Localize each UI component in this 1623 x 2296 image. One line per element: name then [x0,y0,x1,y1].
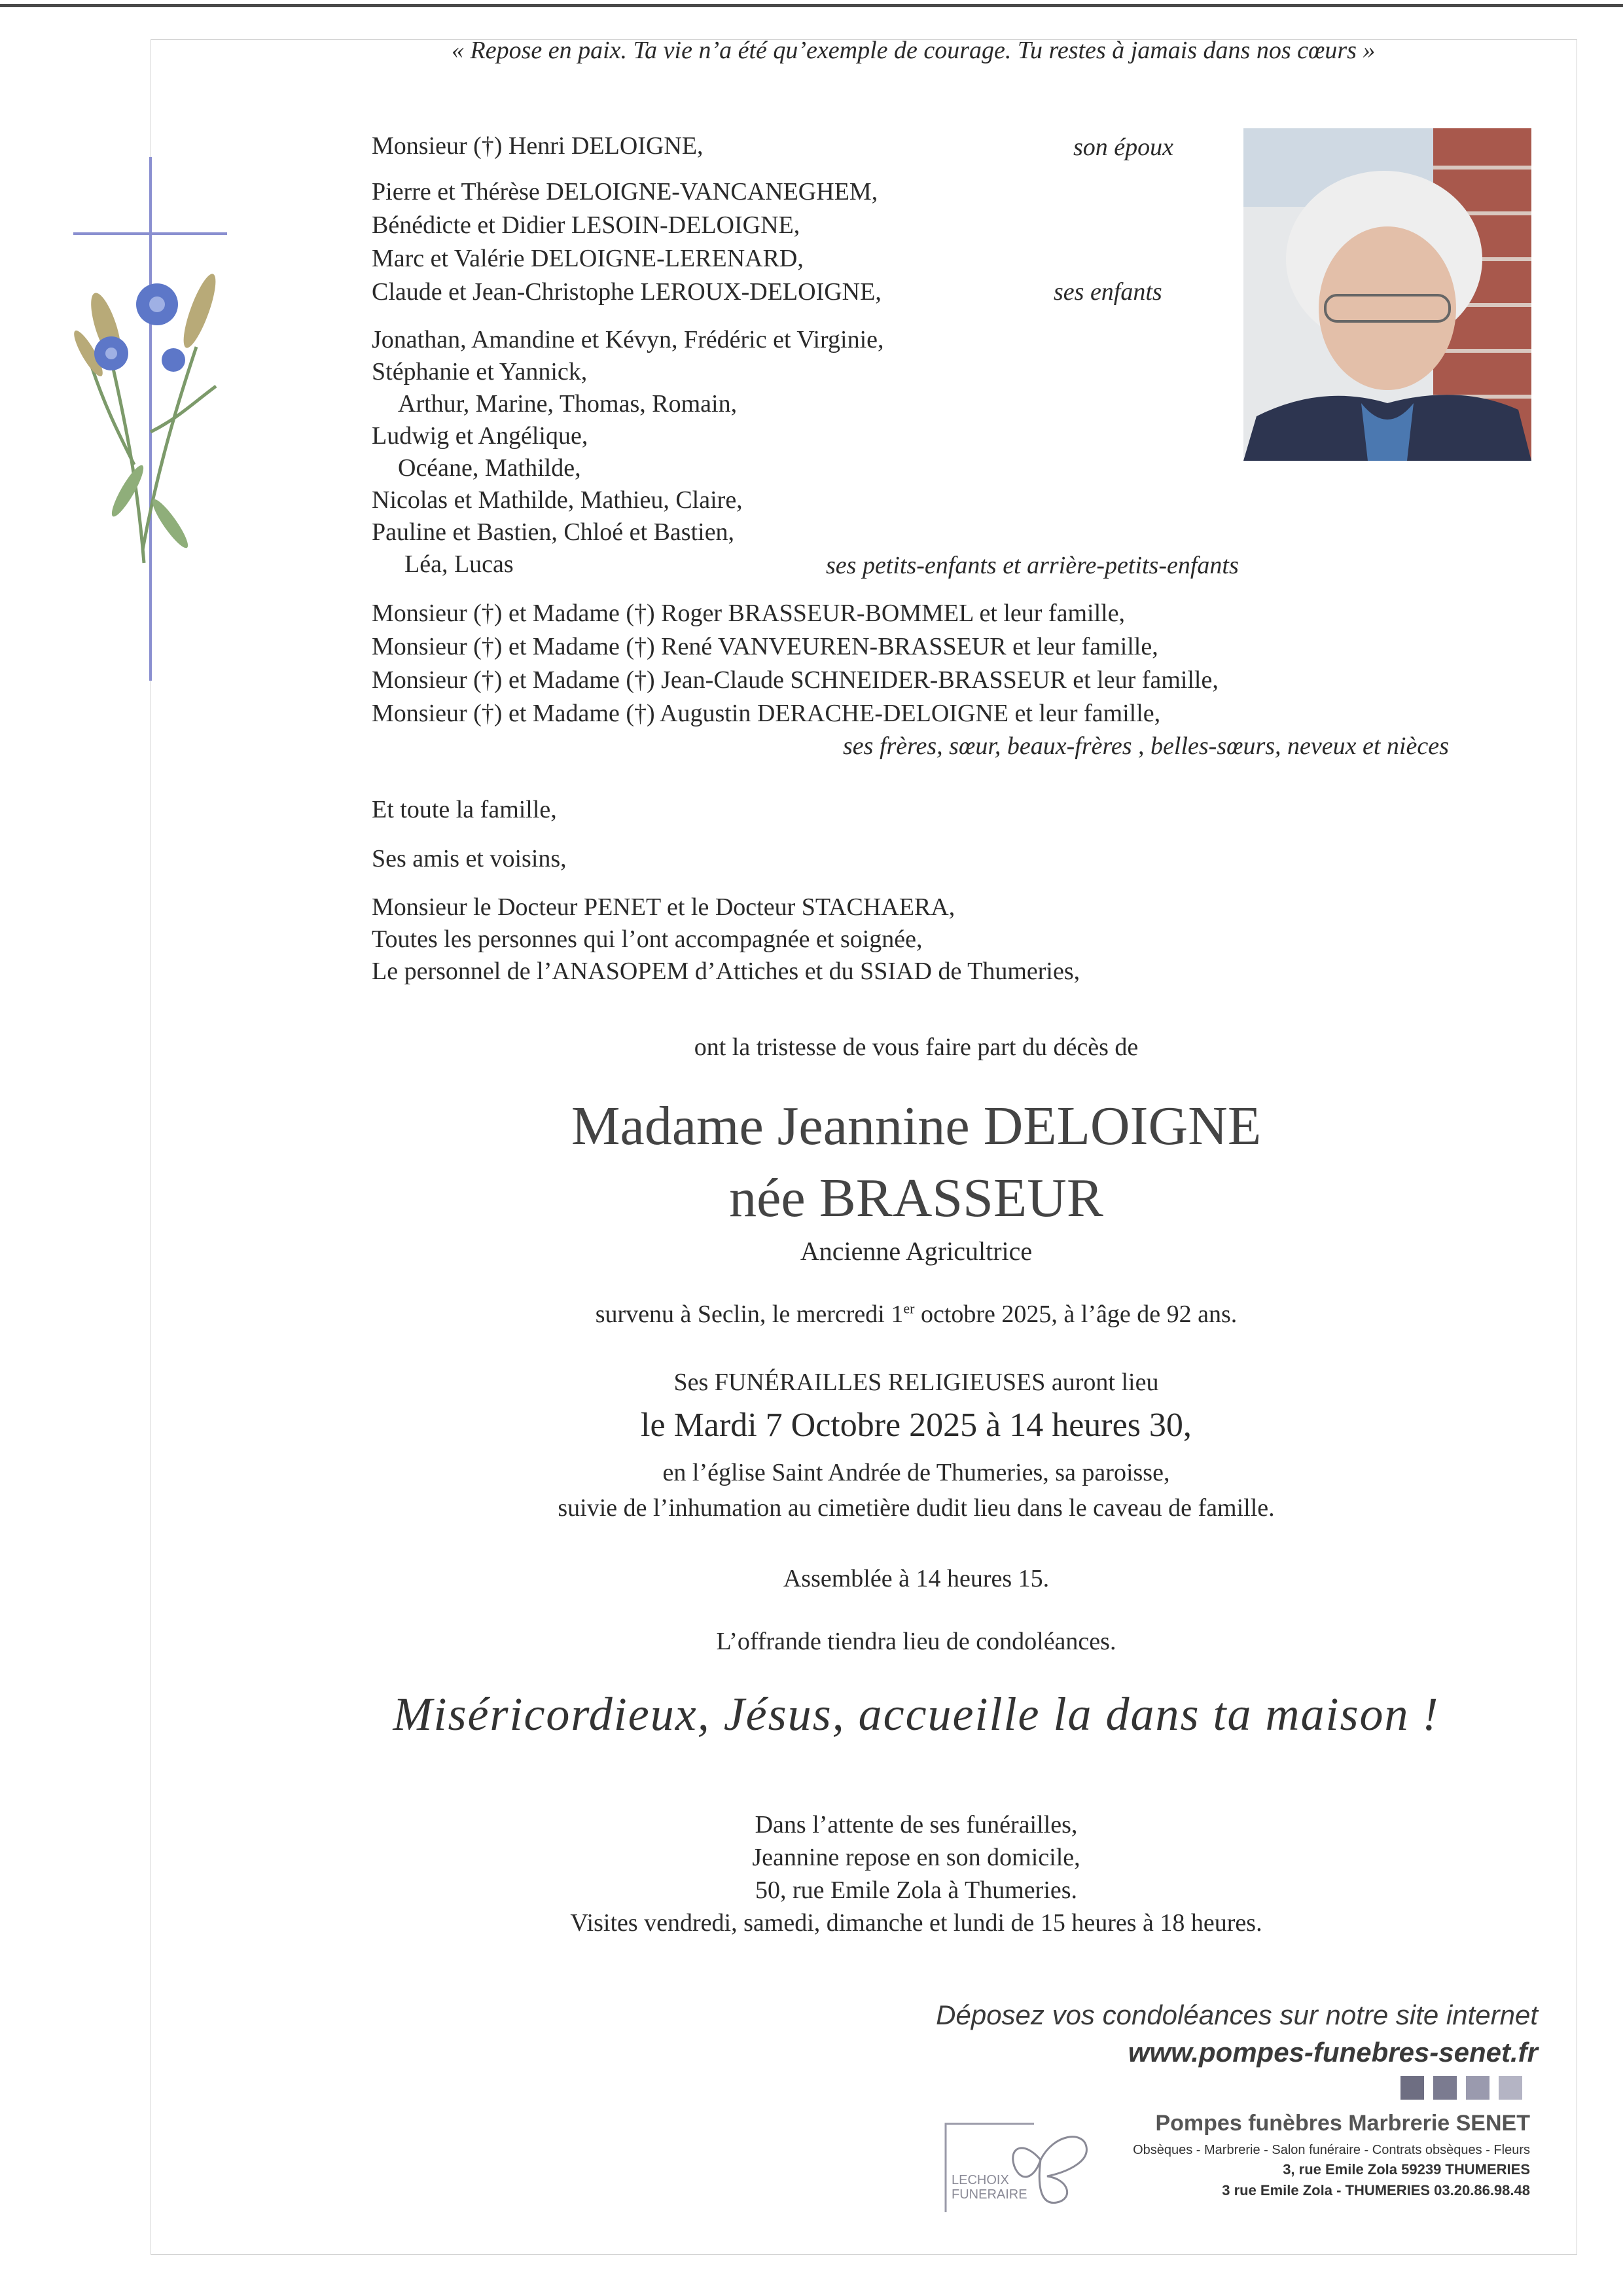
offering-note: L’offrande tiendra lieu de condoléances. [716,1628,1116,1655]
deceased-occupation: Ancienne Agricultrice [800,1236,1033,1266]
grandchild-line: Océane, Mathilde, [398,454,581,482]
portrait-photo [1243,128,1531,461]
condolences-link[interactable]: www.pompes-funebres-senet.fr [1128,2037,1538,2068]
condolences-text: Déposez vos condoléances sur notre site internet [936,2000,1538,2030]
le-choix-funeraire-logo [942,2121,1093,2215]
death-details: survenu à Seclin, le mercredi 1er octobre 2025, à l’âge de 92 ans. [595,1300,1238,1328]
funeral-home-name: Pompes funèbres Marbrerie SENET [1155,2111,1530,2136]
funeral-home-services: Obsèques - Marbrerie - Salon funéraire - Contrats obsèques - Fleurs [1133,2143,1530,2157]
caregiver-line: Monsieur le Docteur PENET et le Docteur STACHAERA, [372,893,955,921]
sibling-line: Monsieur (†) et Madame (†) Augustin DERACHE-DELOIGNE et leur famille, [372,700,1161,727]
family-line: Et toute la famille, [372,796,557,823]
sibling-line: Monsieur (†) et Madame (†) Jean-Claude SCHNEIDER-BRASSEUR et leur famille, [372,666,1219,694]
grandchild-line: Nicolas et Mathilde, Mathieu, Claire, [372,486,743,514]
visit-line: Jeannine repose en son domicile, [752,1844,1080,1871]
siblings-role: ses frères, sœur, beaux-frères , belles-sœurs, neveux et nièces [843,732,1449,760]
child-line: Marc et Valérie DELOIGNE-LERENARD, [372,245,804,272]
grandchild-line: Arthur, Marine, Thomas, Romain, [398,390,738,418]
announcement: ont la tristesse de vous faire part du décès de [694,1033,1139,1061]
funeral-burial: suivie de l’inhumation au cimetière dudit lieu dans le caveau de famille. [558,1494,1275,1522]
funeral-intro: Ses FUNÉRAILLES RELIGIEUSES auront lieu [673,1369,1159,1396]
friends-line: Ses amis et voisins, [372,845,567,872]
decorative-square [1466,2076,1489,2100]
grandchild-line: Ludwig et Angélique, [372,422,588,450]
sibling-line: Monsieur (†) et Madame (†) Roger BRASSEUR-BOMMEL et leur famille, [372,600,1126,627]
logo-text: FUNERAIRE [952,2187,1027,2202]
funeral-home-address: 3, rue Emile Zola 59239 THUMERIES [1283,2161,1530,2178]
funeral-church: en l’église Saint Andrée de Thumeries, sa paroisse, [662,1459,1170,1486]
sibling-line: Monsieur (†) et Madame (†) René VANVEUREN-BRASSEUR et leur famille, [372,633,1158,660]
cross-with-flowers-icon [65,157,262,681]
funeral-home-phone: 3 rue Emile Zola - THUMERIES 03.20.86.98.48 [1222,2182,1530,2198]
spouse-line: Monsieur (†) Henri DELOIGNE, [372,132,704,160]
child-line: Pierre et Thérèse DELOIGNE-VANCANEGHEM, [372,178,878,206]
assembly-time: Assemblée à 14 heures 15. [783,1565,1050,1592]
grandchild-line: Jonathan, Amandine et Kévyn, Frédéric et Virginie, [372,326,884,353]
top-border-line [0,4,1623,7]
visit-line: Visites vendredi, samedi, dimanche et lundi de 15 heures à 18 heures. [570,1909,1262,1937]
deceased-name: Madame Jeannine DELOIGNE [571,1096,1262,1157]
epitaph-quote: « Repose en paix. Ta vie n’a été qu’exemple de courage. Tu restes à jamais dans nos cœurs » [452,37,1376,64]
spouse-role: son époux [1073,134,1174,161]
visit-line: 50, rue Emile Zola à Thumeries. [755,1876,1078,1904]
deceased-maiden-name: née BRASSEUR [729,1168,1103,1229]
funeral-date: le Mardi 7 Octobre 2025 à 14 heures 30, [641,1407,1192,1444]
prayer-script: Miséricordieux, Jésus, accueille la dans ta maison ! [393,1688,1440,1740]
child-line: Claude et Jean-Christophe LEROUX-DELOIGNE, [372,278,882,306]
child-line: Bénédicte et Didier LESOIN-DELOIGNE, [372,211,800,239]
logo-text: LECHOIX [952,2173,1009,2187]
visit-line: Dans l’attente de ses funérailles, [755,1811,1078,1839]
grandchild-line: Pauline et Bastien, Chloé et Bastien, [372,518,735,546]
decorative-square [1433,2076,1457,2100]
grandchild-line: Stéphanie et Yannick, [372,358,588,386]
decorative-square [1400,2076,1424,2100]
children-role: ses enfants [1054,278,1162,306]
caregiver-line: Le personnel de l’ANASOPEM d’Attiches et du SSIAD de Thumeries, [372,958,1080,985]
decorative-square [1499,2076,1522,2100]
caregiver-line: Toutes les personnes qui l’ont accompagnée et soignée, [372,925,923,953]
grandchild-line: Léa, Lucas [404,550,514,578]
grandchildren-role: ses petits-enfants et arrière-petits-enfants [826,552,1239,579]
